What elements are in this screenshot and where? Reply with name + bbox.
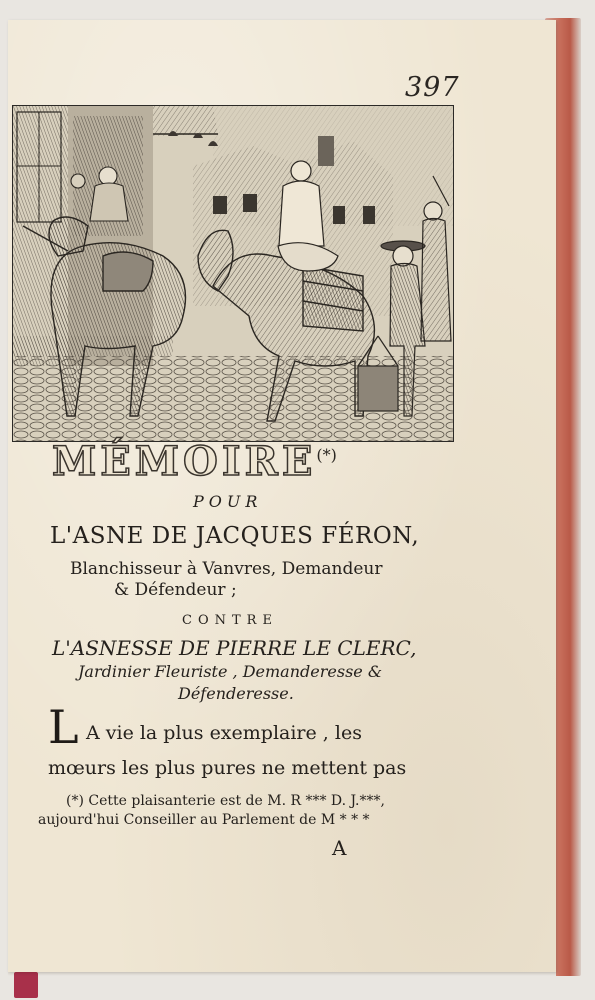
footnote-line-2: aujourd'hui Conseiller au Parlement de M * * * xyxy=(38,812,370,828)
pour-line: POUR xyxy=(193,492,263,511)
title-footnote-mark: (*) xyxy=(316,445,337,465)
body-line-2: mœurs les plus pures ne mettent pas xyxy=(48,757,407,779)
folio-number: 397 xyxy=(405,72,460,103)
signature-mark: A xyxy=(332,836,347,860)
page-title xyxy=(52,438,432,485)
bookmark-ribbon xyxy=(14,972,38,998)
footnote-line-1: (*) Cette plaisanterie est de M. R *** D. J.***, xyxy=(66,793,385,809)
party2-line-1: Jardinier Fleuriste , Demanderesse & xyxy=(78,662,383,681)
drop-cap: L xyxy=(48,700,79,754)
party1-line-2: & Défendeur ; xyxy=(114,580,237,600)
title-text: MÉMOIRE xyxy=(52,438,317,485)
asnesse-line: L'ASNESSE DE PIERRE LE CLERC, xyxy=(52,636,417,660)
engraving-scene-graphic xyxy=(13,106,453,441)
contre-line: CONTRE xyxy=(182,613,278,628)
party1-line-1: Blanchisseur à Vanvres, Demandeur xyxy=(70,559,383,579)
party2-line-2: Défenderesse. xyxy=(178,684,294,703)
body-line-1: A vie la plus exemplaire , les xyxy=(86,722,362,744)
engraving-illustration xyxy=(12,105,454,442)
asne-line: L'ASNE DE JACQUES FÉRON, xyxy=(50,523,420,549)
